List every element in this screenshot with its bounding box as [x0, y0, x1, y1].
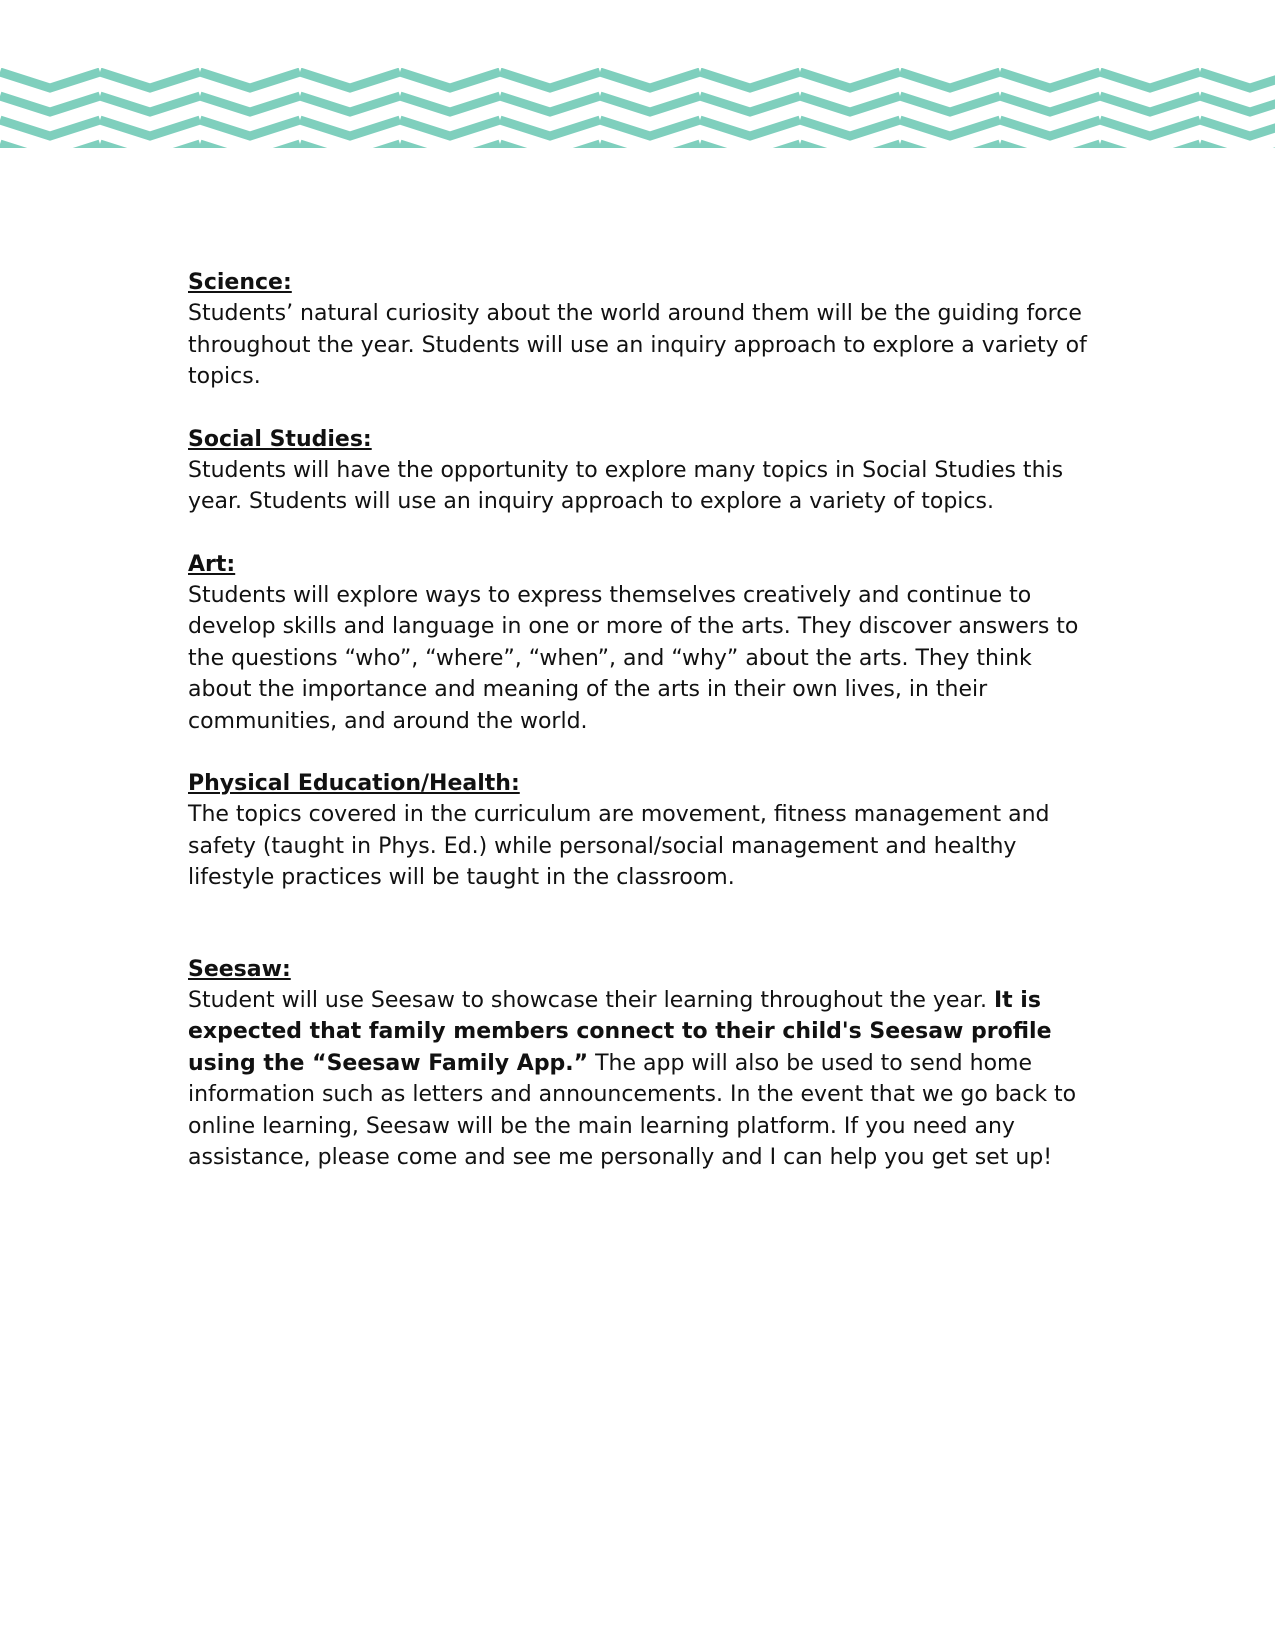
seesaw-body-rest: The app will also be used to send home information such as letters and announcements. In the event that we go back to online learning, Seesaw will be the main learning platform. If you need any assistance, please come and see me personally and I can help you get set up! [188, 1050, 1077, 1170]
section-heading: Science: [188, 270, 292, 295]
section-body: The topics covered in the curriculum are movement, fitness management and safety (taught in Phys. Ed.) while personal/social management and healthy lifestyle practices will be taught in the classroom. [188, 802, 1050, 890]
seesaw-body-emphasis: It is expected that family members connect to their child's Seesaw profile using the “Seesaw Family App.” [188, 987, 1052, 1076]
section-social-studies [188, 425, 1088, 518]
section-physical-education-health [188, 769, 1088, 894]
section-heading: Art: [188, 551, 236, 577]
document-content [188, 268, 1088, 1174]
section-heading: Seesaw: [188, 956, 291, 982]
chevron-stripes-icon [0, 68, 1275, 148]
section-heading: Social Studies: [188, 426, 372, 452]
section-seesaw [188, 955, 1088, 1174]
seesaw-body-intro: Student will use Seesaw to showcase their learning throughout the year. [188, 987, 994, 1013]
section-art [188, 550, 1088, 738]
section-body: Students will explore ways to express themselves creatively and continue to develop skills and language in one or more of the arts. They discover answers to the questions “who”, “where”, “when”, and “why” about the arts. They think about the importance and meaning of the arts in their own lives, in their communities, and around the world. [188, 582, 1079, 734]
section-body: Students will have the opportunity to explore many topics in Social Studies this year. Students will use an inquiry approach to explore a variety of topics. [188, 457, 1064, 514]
section-body [188, 985, 1088, 1174]
section-science [188, 268, 1088, 393]
section-body: Students’ natural curiosity about the world around them will be the guiding force throughout the year. Students will use an inquiry approach to explore a variety of topics. [188, 301, 1087, 389]
section-heading: Physical Education/Health: [188, 771, 520, 796]
